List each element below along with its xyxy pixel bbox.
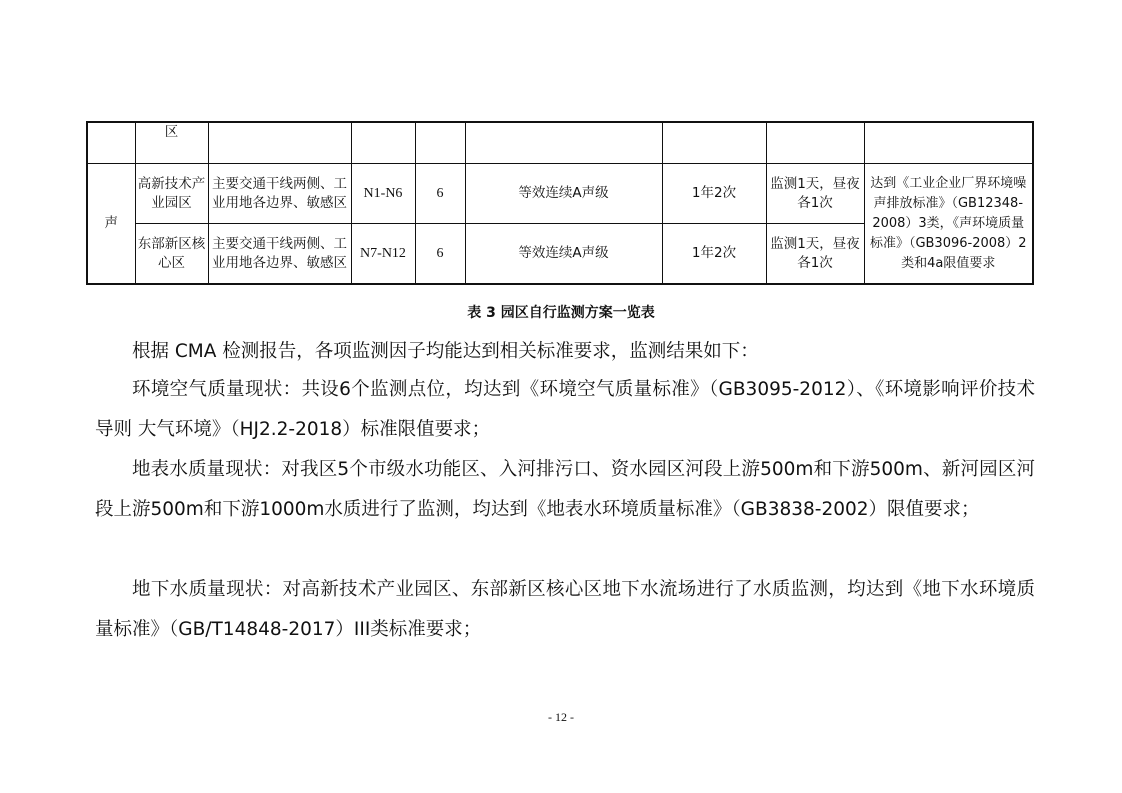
table-cell-type: 声 (87, 164, 135, 285)
table-cell-standard: 达到《工业企业厂界环境噪声排放标准》（GB12348-2008）3类，《声环境质量标准》（GB3096-2008）2类和4a限值要求 (864, 164, 1033, 285)
table-cell-standard (864, 122, 1033, 164)
table-cell-frequency: 1年2次 (662, 164, 766, 224)
paragraph-surface-water: 地表水质量现状：对我区5个市级水功能区、入河排污口、资水园区河段上游500m和下游500m、新河园区河段上游500m和下游1000m水质进行了监测，均达到《地表水环境质量标准》（GB3838-2002）限值要求； (95, 459, 1035, 520)
table-cell-id: N1-N6 (351, 164, 415, 224)
page-number: - 12 - (548, 710, 574, 724)
table-cell-frequency (662, 122, 766, 164)
table-cell-item (465, 122, 662, 164)
table-caption: 表 3 园区自行监测方案一览表 (467, 305, 655, 321)
table-cell-duration (766, 122, 864, 164)
table-cell-item: 等效连续A声级 (465, 164, 662, 224)
table-cell-duration: 监测1天，昼夜各1次 (766, 164, 864, 224)
table-cell-id (351, 122, 415, 164)
table-cell-duration: 监测1天，昼夜各1次 (766, 224, 864, 285)
table-cell-area: 区 (135, 122, 208, 164)
table-row (87, 164, 1033, 224)
table-cell-location: 主要交通干线两侧、工业用地各边界、敏感区 (208, 164, 351, 224)
table-cell-item: 等效连续A声级 (465, 224, 662, 285)
table-cell-type (87, 122, 135, 164)
paragraph-groundwater: 地下水质量现状：对高新技术产业园区、东部新区核心区地下水流场进行了水质监测，均达到《地下水环境质量标准》（GB/T14848-2017）III类标准要求； (95, 579, 1035, 640)
table-cell-area: 高新技术产业园区 (135, 164, 208, 224)
table-cell-location (208, 122, 351, 164)
table-cell-id: N7-N12 (351, 224, 415, 285)
table-cell-count: 6 (415, 224, 465, 285)
table-cell-count: 6 (415, 164, 465, 224)
monitoring-table (86, 121, 1034, 285)
paragraph-intro: 根据 CMA 检测报告，各项监测因子均能达到相关标准要求，监测结果如下： (132, 341, 759, 362)
table-cell-count (415, 122, 465, 164)
table-row (87, 122, 1033, 164)
table-cell-frequency: 1年2次 (662, 224, 766, 285)
paragraph-air-quality: 环境空气质量现状：共设6个监测点位，均达到《环境空气质量标准》（GB3095-2012）、《环境影响评价技术导则 大气环境》（HJ2.2-2018）标准限值要求； (95, 379, 1035, 440)
table-cell-location: 主要交通干线两侧、工业用地各边界、敏感区 (208, 224, 351, 285)
table-cell-area: 东部新区核心区 (135, 224, 208, 285)
